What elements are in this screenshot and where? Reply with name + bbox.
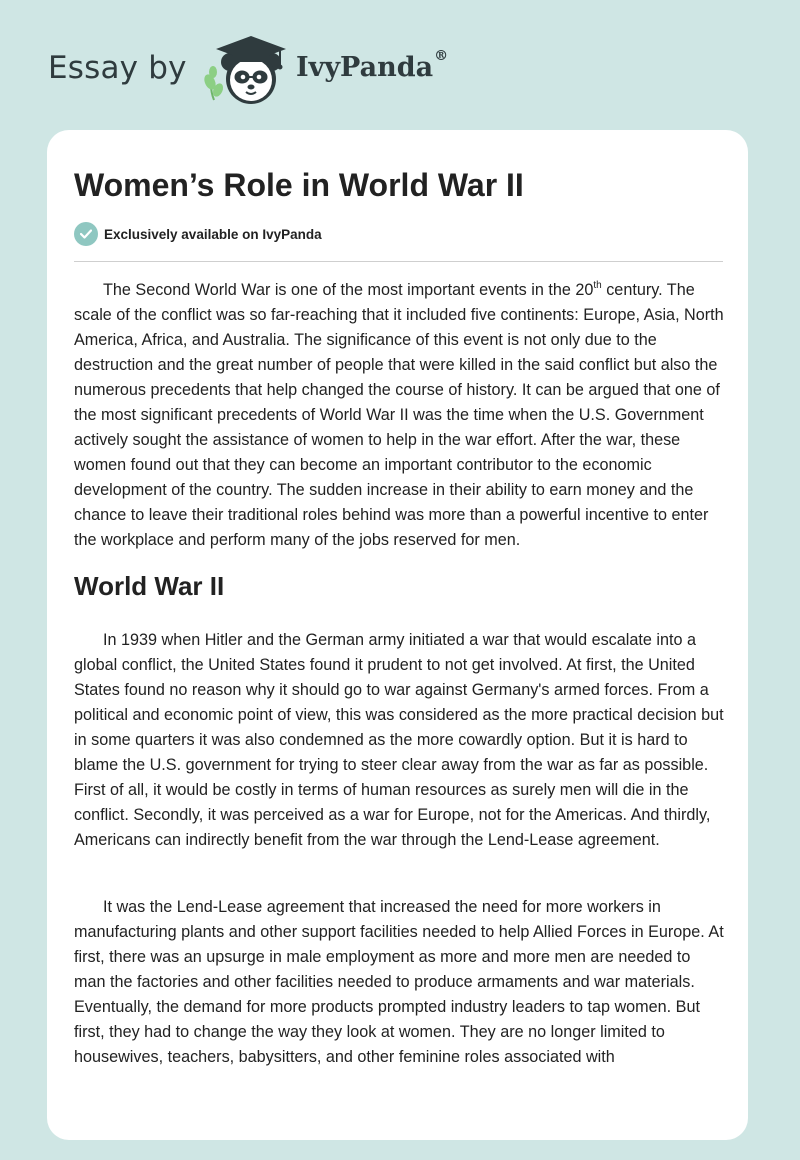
- body-paragraph-1: In 1939 when Hitler and the German army initiated a war that would escalate into a global conflict, the United States found it prudent to not get involved. At first, the United States found no reason why it should go to war against Germany's armed forces. From a political and economic point of view, this was considered as the more practical decision but in some quarters it was also condemned as the more cowardly option. But it is hard to blame the U.S. government for trying to steer clear away from the war as far as possible. First of all, it would be costly in terms of human resources as surely men will die in the conflict. Secondly, it was perceived as a war for Europe, not for the Americas. And thirdly, Americans can indirectly benefit from the war through the Lend-Lease agreement.: [74, 631, 724, 849]
- section-heading: World War II: [74, 571, 225, 601]
- registered-mark: ®: [434, 48, 449, 64]
- exclusive-badge: [74, 222, 322, 246]
- page-title: Women’s Role in World War II: [74, 167, 524, 203]
- check-icon: [74, 222, 98, 246]
- brand-name: [296, 48, 449, 83]
- site-header: [0, 0, 800, 130]
- ordinal-suffix: th: [593, 279, 602, 291]
- intro-text-rest: century. The scale of the conflict was so far-reaching that it included five continents: Europe, Asia, North America, Africa, and Australia. The significance of this event is not only due to the destruction and the great number of people that were killed in the said conflict but also the numerous precedents that help changed the course of history. It can be argued that one of the most significant precedents of World War II was the time when the U.S. Government actively sought the assistance of women to help in the war effort. After the war, these women found out that they can become an important contributor to the economic development of the country. The sudden increase in their ability to earn money and the chance to leave their traditional roles behind was more than a powerful incentive to enter the workplace and perform many of the jobs reserved for men.: [74, 281, 724, 549]
- essay-by-label: Essay by: [48, 50, 187, 86]
- panda-graduate-icon: [200, 34, 292, 108]
- intro-text-start: The Second World War is one of the most important events in the 20: [103, 281, 594, 299]
- essay-card: [47, 130, 748, 1140]
- intro-paragraph: [74, 278, 724, 553]
- brand-name-text: IvyPanda: [296, 52, 434, 83]
- body-paragraph-2: It was the Lend-Lease agreement that increased the need for more workers in manufacturing plants and other support facilities needed to help Allied Forces in Europe. At first, there was an upsurge in male employment as more and more men are needed to man the factories and other facilities needed to produce armaments and war materials. Eventually, the demand for more products prompted industry leaders to tap women. But first, they had to change the way they look at women. They are no longer limited to housewives, teachers, babysitters, and other feminine roles associated with: [74, 898, 724, 1066]
- divider: [74, 261, 723, 262]
- exclusive-badge-label: Exclusively available on IvyPanda: [104, 226, 322, 242]
